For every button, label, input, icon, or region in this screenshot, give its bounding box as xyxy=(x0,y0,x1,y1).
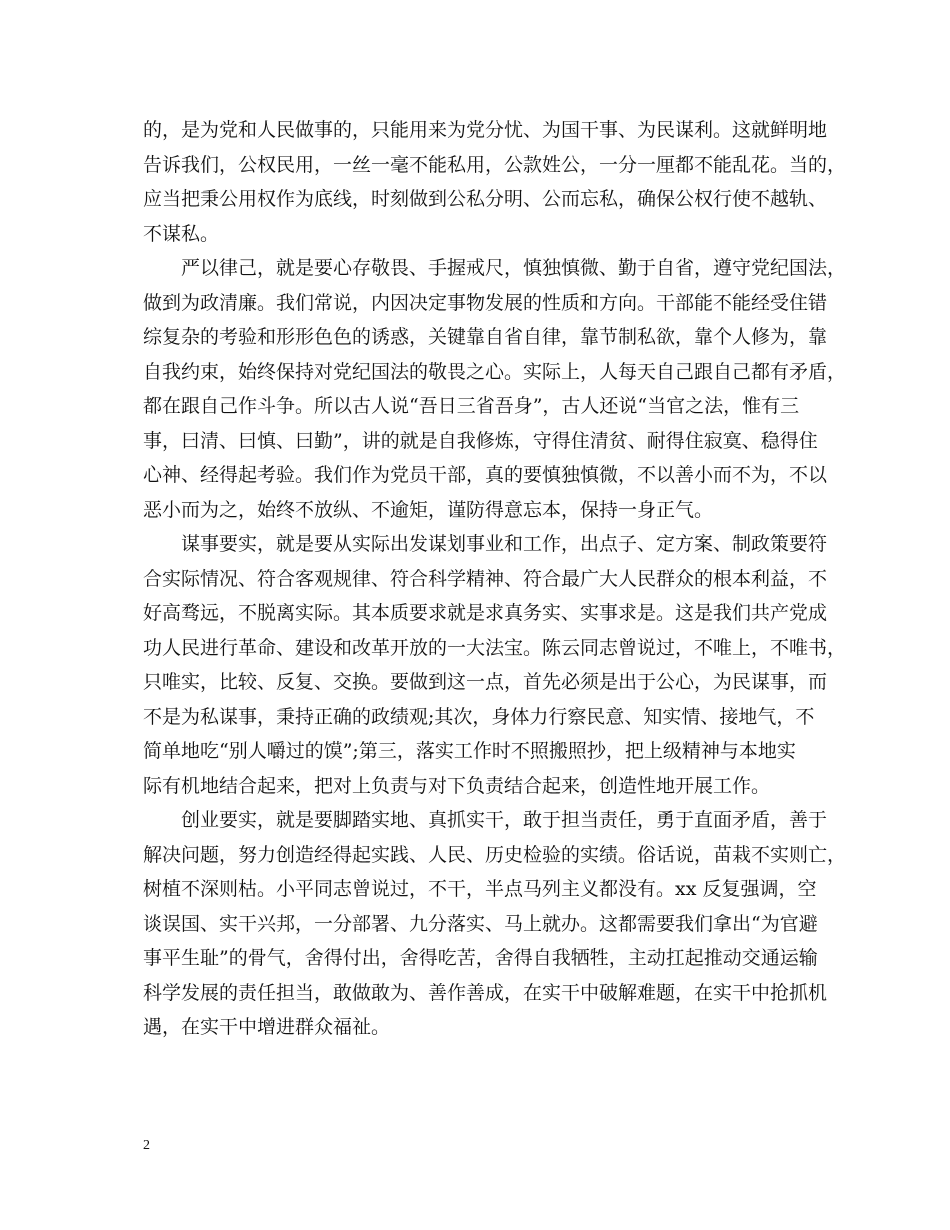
text-line: 综复杂的考验和形形色色的诱惑，关键靠自省自律，靠节制私欲，靠个人修为，靠 xyxy=(143,326,828,348)
text-line: 科学发展的责任担当，敢做敢为、善作善成，在实干中破解难题，在实干中抢抓机 xyxy=(143,981,828,1004)
paragraph xyxy=(143,251,847,527)
text-line: 的，是为党和人民做事的，只能用来为党分忧、为国干事、为民谋利。这就鲜明地 xyxy=(143,119,828,141)
text-line: 心神、经得起考验。我们作为党员干部，真的要慎独慎微，不以善小而不为，不以 xyxy=(143,464,828,486)
text-line: 自我约束，始终保持对党纪国法的敬畏之心。实际上，人每天自己跟自己都有矛盾， xyxy=(143,360,847,383)
document-body xyxy=(143,113,847,1045)
text-line: 告诉我们，公权民用，一丝一毫不能私用，公款姓公，一分一厘都不能乱花。当的， xyxy=(143,153,847,176)
text-line: 谈误国、实干兴邦，一分部署、九分落实、马上就办。这都需要我们拿出“为官避 xyxy=(143,912,818,935)
text-line: 解决问题，努力创造经得起实践、人民、历史检验的实绩。俗话说，苗栽不实则亡， xyxy=(143,843,847,866)
text-line: 不谋私。 xyxy=(143,222,220,245)
text-line: 恶小而为之，始终不放纵、不逾矩，谨防得意忘本，保持一身正气。 xyxy=(143,498,714,521)
text-line: 创业要实，就是要脚踏实地、真抓实干，敢于担当责任，勇于直面矛盾，善于 xyxy=(181,809,828,831)
text-line: 都在跟自己作斗争。所以古人说“吾日三省吾身”，古人还说“当官之法，惟有三 xyxy=(143,395,800,417)
text-line: 事平生耻”的骨气，舍得付出，舍得吃苦，舍得自我牺牲，主动扛起推动交通运输 xyxy=(143,947,818,969)
text-line: 不是为私谋事，秉持正确的政绩观;其次，身体力行察民意、知实情、接地气，不 xyxy=(143,705,815,728)
paragraph xyxy=(143,113,847,251)
paragraph xyxy=(143,803,847,1045)
text-line: 合实际情况、符合客观规律、符合科学精神、符合最广大人民群众的根本利益，不 xyxy=(143,567,828,590)
text-line: 谋事要实，就是要从实际出发谋划事业和工作，出点子、定方案、制政策要符 xyxy=(181,533,828,555)
text-line: 功人民进行革命、建设和改革开放的一大法宝。陈云同志曾说过，不唯上，不唯书， xyxy=(143,636,847,659)
text-line: 好高骛远，不脱离实际。其本质要求就是求真务实、实事求是。这是我们共产党成 xyxy=(143,602,828,624)
text-line: 遇，在实干中增进群众福祉。 xyxy=(143,1016,391,1038)
paragraph xyxy=(143,527,847,803)
page-number: 2 xyxy=(143,1138,150,1153)
text-line: 做到为政清廉。我们常说，内因决定事物发展的性质和方向。干部能不能经受住错 xyxy=(143,291,828,314)
text-line: 际有机地结合起来，把对上负责与对下负责结合起来，创造性地开展工作。 xyxy=(143,774,771,797)
text-line: 只唯实，比较、反复、交换。要做到这一点，首先必须是出于公心，为民谋事，而 xyxy=(143,671,828,693)
text-line: 简单地吃“别人嚼过的馍”;第三，落实工作时不照搬照抄，把上级精神与本地实 xyxy=(143,740,796,762)
text-line: 事，曰清、曰慎、曰勤”，讲的就是自我修炼，守得住清贫、耐得住寂寞、稳得住 xyxy=(143,429,818,452)
text-line: 严以律己，就是要心存敬畏、手握戒尺，慎独慎微、勤于自省，遵守党纪国法， xyxy=(181,257,847,279)
text-line: 树植不深则枯。小平同志曾说过，不干，半点马列主义都没有。xx 反复强调，空 xyxy=(143,878,817,900)
text-line: 应当把秉公用权作为底线，时刻做到公私分明、公而忘私，确保公权行使不越轨、 xyxy=(143,188,828,210)
